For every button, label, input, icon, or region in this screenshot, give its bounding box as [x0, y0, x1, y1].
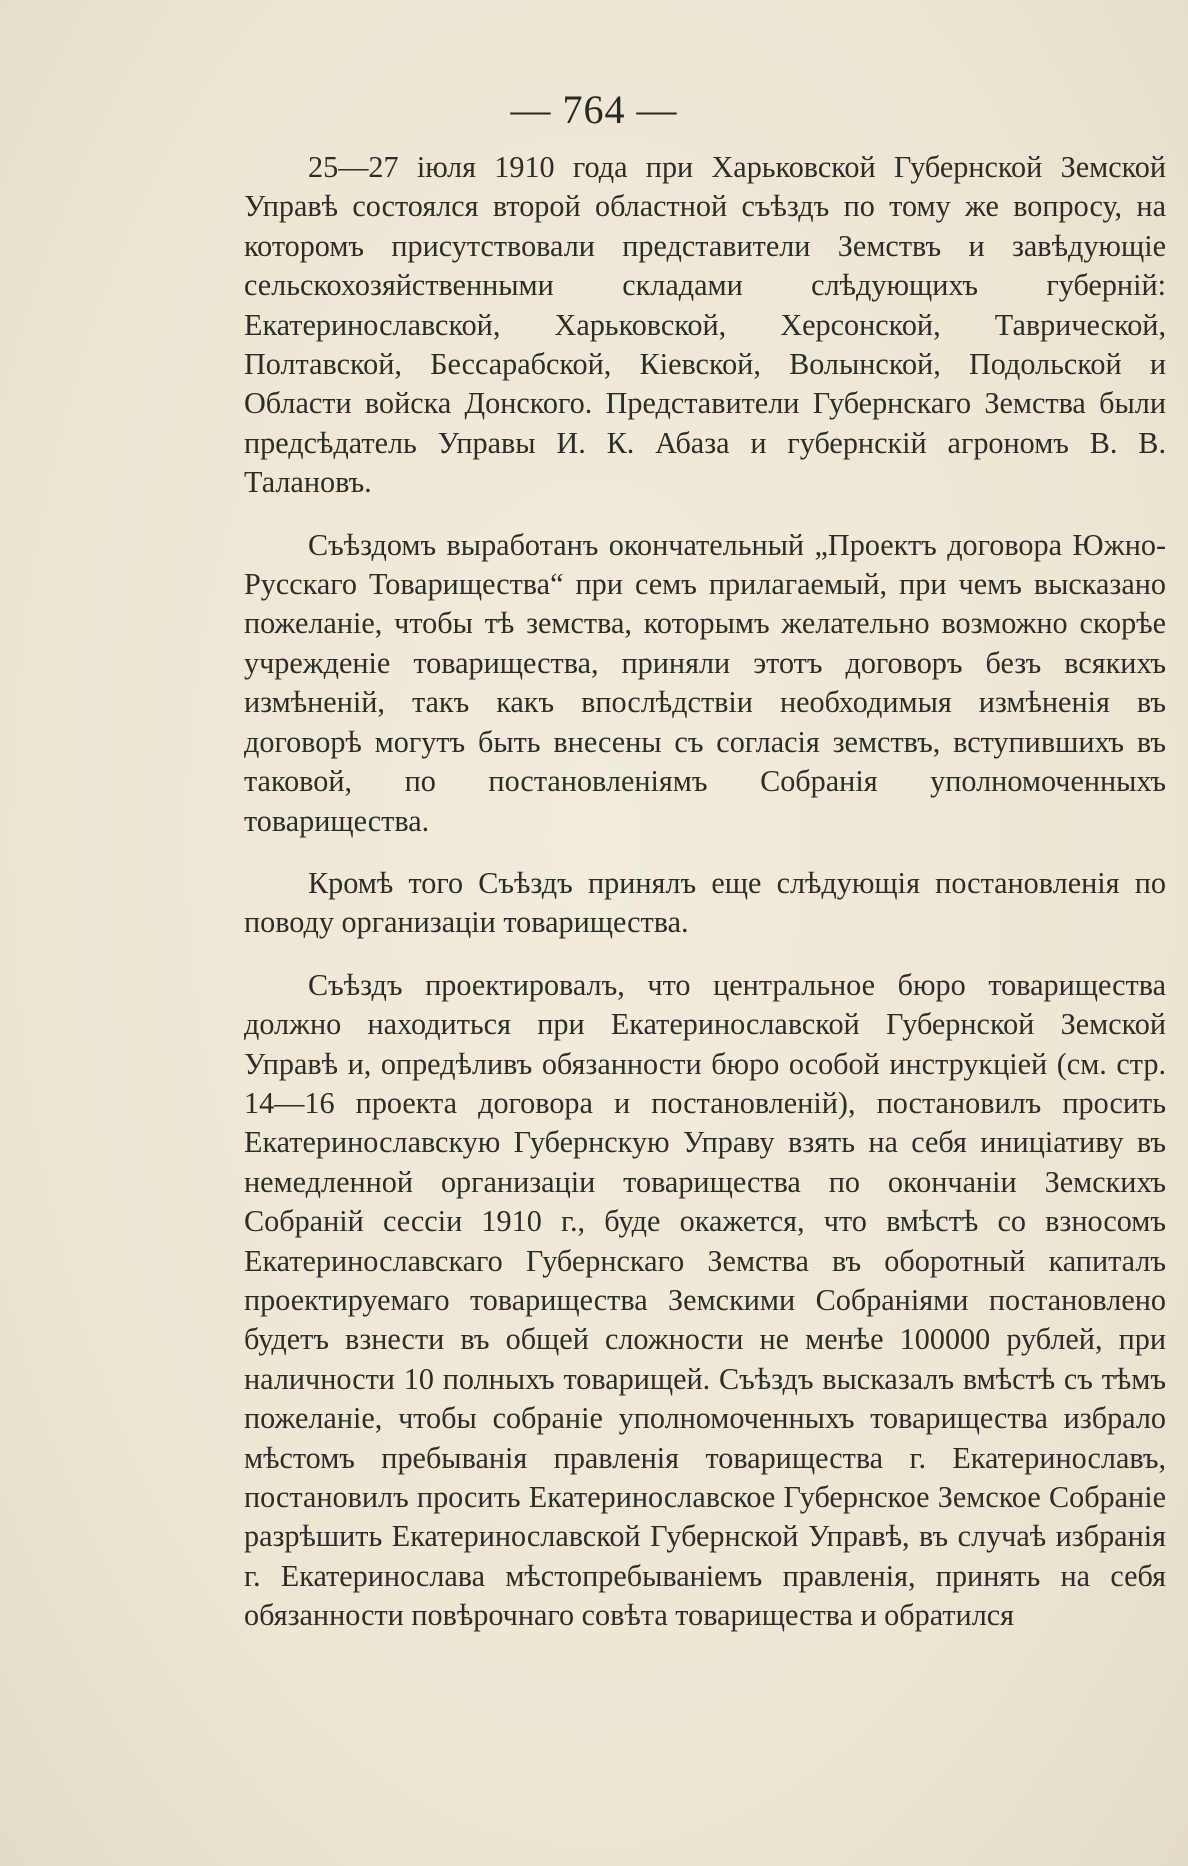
paragraph-regional-congress: 25—27 іюля 1910 года при Харьковской Губернской Земской Управѣ состоялся второй областной съѣздъ по тому же вопросу, на которомъ присутствовали представители Земствъ и завѣдующіе сельскохозяйственными складами слѣдующихъ губерній: Екатеринославской, Харьковской, Херсонской, Таврической, Полтавской, Бессарабской, Кіевской, Волынской, Подольской и Области войска Донского. Представители Губернскаго Земства были предсѣдатель Управы И. К. Абаза и губернскій агрономъ В. В. Талановъ.: [244, 150, 1166, 500]
page-number: — 764 —: [510, 87, 678, 132]
paragraph-central-bureau: Съѣздъ проектировалъ, что центральное бюро товарищества должно находиться при Екатеринославской Губернской Земской Управѣ и, опредѣливъ обязанности бюро особой инструкціей (см. стр. 14—16 проекта договора и постановленій), постановилъ просить Екатеринославскую Губернскую Управу взять на себя иниціативу въ немедленной организаціи товарищества по окончаніи Земскихъ Собраній сессіи 1910 г., буде окажется, что вмѣстѣ со взносомъ Екатеринославскаго Губернскаго Земства въ оборотный капиталъ проектируемаго товарищества Земскими Собраніями постановлено будетъ взнести въ общей сложности не менѣе 100000 рублей, при наличности 10 полныхъ товарищей. Съѣздъ высказалъ вмѣстѣ съ тѣмъ пожеланіе, чтобы собраніе уполномоченныхъ товарищества избрало мѣстомъ пребыванія правленія товарищества г. Екатеринославъ, постановилъ просить Екатеринославское Губернское Земское Собраніе разрѣшить Екатеринославской Губернской Управѣ, въ случаѣ избранія г. Екатеринослава мѣстопребываніемъ правленія, принять на себя обязанности повѣрочнаго совѣта товарищества и обратился: [244, 967, 1166, 1633]
body-text: [244, 148, 1166, 1636]
paragraph-resolutions-intro: Кромѣ того Съѣздъ принялъ еще слѣдующія постановленія по поводу организаціи товарищества.: [244, 865, 1166, 940]
paragraph-draft-agreement: Съѣздомъ выработанъ окончательный „Проектъ договора Южно-Русскаго Товарищества“ при семъ прилагаемый, при чемъ высказано пожеланіе, чтобы тѣ земства, которымъ желательно возможно скорѣе учрежденіе товарищества, приняли этотъ договоръ безъ всякихъ измѣненій, такъ какъ впослѣдствіи необходимыя измѣненія въ договорѣ могутъ быть внесены съ согласія земствъ, вступившихъ въ таковой, по постановленіямъ Собранія уполномоченныхъ товарищества.: [244, 527, 1166, 838]
